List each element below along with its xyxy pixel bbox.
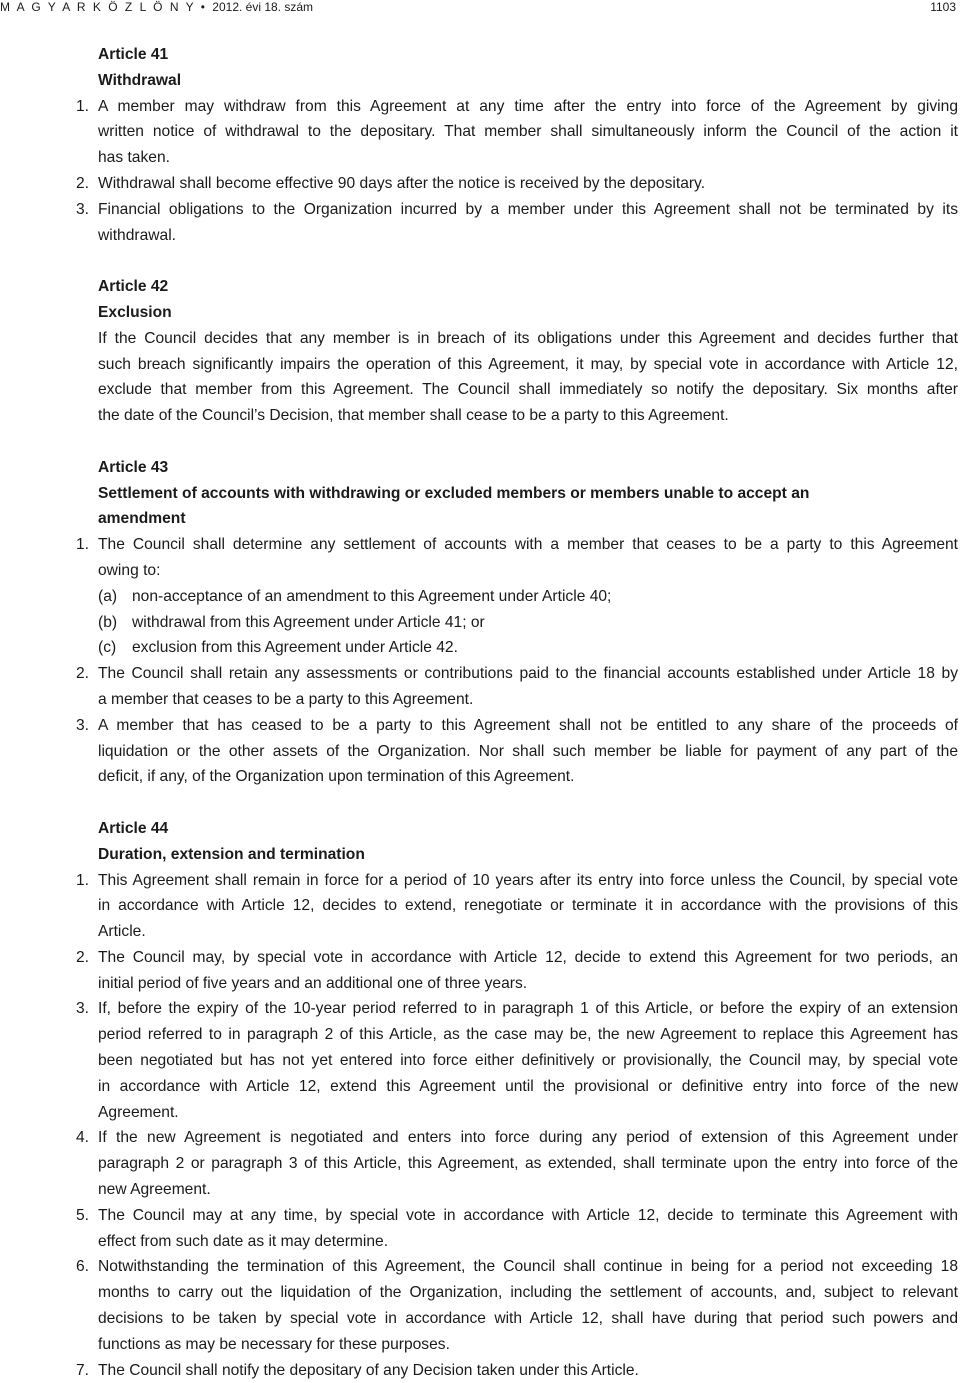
paragraph-line: written notice of withdrawal to the depositary. That member shall simultaneously inform the Council of the action it — [98, 123, 958, 141]
paragraph-number: 3. — [76, 1000, 90, 1018]
article-subheading: Exclusion — [98, 303, 172, 321]
paragraph-number: 1. — [76, 97, 90, 115]
paragraph-line: 2. The Council shall retain any assessments or contributions paid to the financial accounts established under Article 18 by — [0, 661, 960, 687]
paragraph-line: decisions to be taken by special vote in accordance with Article 12, shall have during that period such powers and — [98, 1310, 958, 1328]
paragraph-line: 1. A member may withdraw from this Agreement at any time after the entry into force of the Agreement by giving — [0, 94, 960, 120]
list-item-label: (c) — [98, 639, 117, 657]
paragraph-line: 1. This Agreement shall remain in force for a period of 10 years after its entry into force unless the Council, by special vote — [0, 868, 960, 894]
document-body — [0, 42, 960, 1383]
paragraph-line: months to carry out the liquidation of the Organization, including the settlement of accounts, and, subject to relevant — [98, 1284, 958, 1302]
paragraph-line: a member that ceases to be a party to this Agreement. — [98, 690, 474, 708]
paragraph-line: 2. Withdrawal shall become effective 90 days after the notice is received by the depositary. — [0, 171, 960, 197]
article-heading: Article 42 — [98, 278, 169, 296]
paragraph-number: 3. — [76, 716, 90, 734]
article-heading: Article 41 — [98, 46, 169, 63]
paragraph-line: been negotiated but has not yet entered into force either definitively or provisionally, the Council may, by special vote — [98, 1052, 958, 1070]
paragraph-line: 3. Financial obligations to the Organization incurred by a member under this Agreement shall not be terminated by its — [0, 197, 960, 223]
paragraph-number: 1. — [76, 871, 90, 889]
section-spacer — [0, 248, 960, 274]
paragraph-line: If the Council decides that any member is in breach of its obligations under this Agreement and decides further that — [98, 329, 958, 347]
section-spacer — [0, 429, 960, 455]
paragraph-line: the date of the Council’s Decision, that member shall cease to be a party to this Agreement. — [98, 407, 729, 425]
journal-header — [0, 0, 313, 14]
paragraph-line: 5. The Council may at any time, by special vote in accordance with Article 12, decide to terminate this Agreement with — [0, 1203, 960, 1229]
article-42 — [0, 274, 960, 429]
paragraph-line: paragraph 2 or paragraph 3 of this Article, this Agreement, as extended, shall terminate upon the entry into force of the — [98, 1155, 958, 1173]
paragraph-line: 1. The Council shall determine any settlement of accounts with a member that ceases to be a party to this Agreement — [0, 532, 960, 558]
paragraph-line: 7. The Council shall notify the depositary of any Decision taken under this Article. — [0, 1358, 960, 1383]
article-41 — [0, 42, 960, 248]
article-subheading: Settlement of accounts with withdrawing or excluded members or members unable to accept an — [98, 484, 810, 502]
article-44 — [0, 816, 960, 1383]
paragraph-line: liquidation or the other assets of the Organization. Nor shall such member be liable for payment of any part of the — [98, 742, 958, 760]
page-number: 1103 — [930, 0, 956, 14]
paragraph-line: in accordance with Article 12, extend this Agreement until the provisional or definitive entry into force of the new — [98, 1077, 958, 1095]
article-heading: Article 44 — [98, 819, 169, 837]
paragraph-line: new Agreement. — [98, 1181, 211, 1199]
paragraph-line: deficit, if any, of the Organization upon termination of this Agreement. — [98, 768, 575, 786]
running-header — [0, 0, 960, 14]
list-item-label: (a) — [98, 587, 118, 605]
article-subheading: Withdrawal — [98, 71, 182, 89]
paragraph-number: 5. — [76, 1206, 90, 1224]
bullet-separator: • — [200, 0, 213, 14]
list-item-label: (b) — [98, 613, 118, 631]
paragraph-line: 3. A member that has ceased to be a party to this Agreement shall not be entitled to any share of the proceeds of — [0, 713, 960, 739]
paragraph-number: 2. — [76, 665, 90, 683]
paragraph-line: 4. If the new Agreement is negotiated and enters into force during any period of extension of this Agreement under — [0, 1125, 960, 1151]
section-spacer — [0, 790, 960, 816]
list-item: (c) exclusion from this Agreement under Article 42. — [0, 635, 960, 661]
paragraph-line: period referred to in paragraph 2 of this Article, as the case may be, the new Agreement to replace this Agreement has — [98, 1026, 958, 1044]
paragraph-line: 3. If, before the expiry of the 10-year period referred to in paragraph 1 of this Article, or before the expiry of an extension — [0, 996, 960, 1022]
paragraph-number: 4. — [76, 1129, 90, 1147]
paragraph-number: 3. — [76, 200, 90, 218]
paragraph-number: 7. — [76, 1361, 90, 1379]
paragraph-number: 6. — [76, 1258, 90, 1276]
paragraph-number: 1. — [76, 536, 90, 554]
paragraph-number: 2. — [76, 174, 90, 192]
list-item: (b) withdrawal from this Agreement under Article 41; or — [0, 610, 960, 636]
paragraph-line: Agreement. — [98, 1103, 179, 1121]
paragraph-line: owing to: — [98, 561, 161, 579]
paragraph-line: functions as may be necessary for these purposes. — [98, 1335, 450, 1353]
paragraph-line: 2. The Council may, by special vote in accordance with Article 12, decide to extend this Agreement for two periods, an — [0, 945, 960, 971]
paragraph-line: Article. — [98, 923, 146, 941]
paragraph-line: effect from such date as it may determine. — [98, 1232, 389, 1250]
article-heading: Article 43 — [98, 458, 169, 476]
paragraph-line: has taken. — [98, 149, 170, 167]
article-43 — [0, 455, 960, 790]
article-subheading: amendment — [98, 510, 186, 528]
issue-date: 2012. évi 18. szám — [212, 0, 314, 14]
journal-title: M A G Y A R K Ö Z L Ö N Y — [0, 0, 196, 14]
paragraph-line: such breach significantly impairs the operation of this Agreement, it may, by special vote in accordance with Article 12, — [98, 355, 958, 373]
paragraph-line: initial period of five years and an additional one of three years. — [98, 974, 528, 992]
paragraph-line: 6. Notwithstanding the termination of this Agreement, the Council shall continue in being for a period not exceeding 18 — [0, 1254, 960, 1280]
article-subheading: Duration, extension and termination — [98, 845, 365, 863]
paragraph-line: in accordance with Article 12, decides to extend, renegotiate or terminate it in accordance with the provisions of this — [98, 897, 958, 915]
list-item: (a) non-acceptance of an amendment to this Agreement under Article 40; — [0, 584, 960, 610]
paragraph-line: exclude that member from this Agreement. The Council shall immediately so notify the depositary. Six months after — [98, 381, 958, 399]
paragraph-number: 2. — [76, 948, 90, 966]
paragraph-line: withdrawal. — [98, 226, 176, 244]
